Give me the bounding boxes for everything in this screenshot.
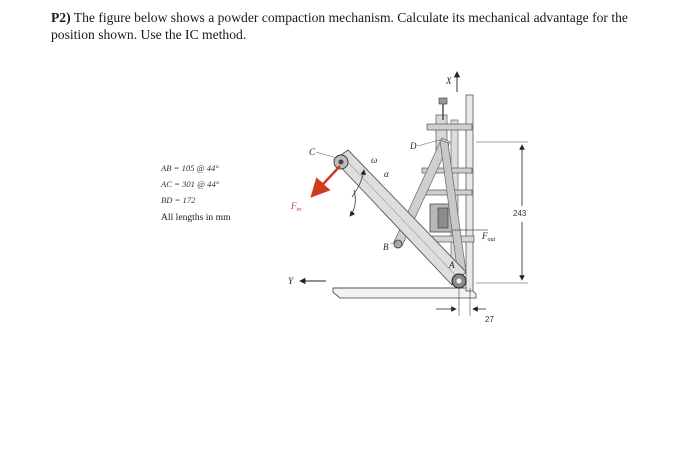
label-f-out: $F_{out}$	[482, 231, 496, 243]
joint-b	[394, 240, 402, 248]
label-f-in: $F_{in}$	[291, 201, 302, 213]
c-leader	[316, 152, 337, 158]
spec-units-note: All lengths in mm	[161, 212, 231, 223]
problem-number: P2)	[51, 10, 71, 25]
label-alpha: α	[384, 169, 389, 179]
omega-arc	[350, 190, 355, 216]
problem-text: The figure below shows a powder compaction mechanism. Calculate its mechanical advantage for the position shown. Use the IC method.	[51, 10, 628, 42]
spec-bd: BD = 172	[161, 195, 196, 205]
label-x: X	[446, 76, 452, 86]
label-c: C	[309, 147, 316, 157]
label-a: A	[449, 260, 455, 270]
f-in-arrow	[312, 166, 340, 196]
spec-ac: AC = 301 @ 44°	[161, 179, 220, 189]
joint-c	[334, 155, 348, 169]
joint-a	[452, 274, 466, 288]
base-plate	[333, 288, 476, 298]
dim-27-label: 27	[485, 315, 494, 324]
label-d: D	[410, 141, 417, 151]
label-f-in-sub: in	[296, 207, 302, 213]
label-y: Y	[288, 276, 294, 286]
dim-243-label: 243	[513, 209, 527, 218]
label-omega: ω	[371, 155, 378, 165]
spec-ab: AB = 105 @ 44°	[161, 163, 219, 173]
label-f-out-sub: out	[487, 237, 496, 243]
label-b: B	[383, 242, 389, 252]
